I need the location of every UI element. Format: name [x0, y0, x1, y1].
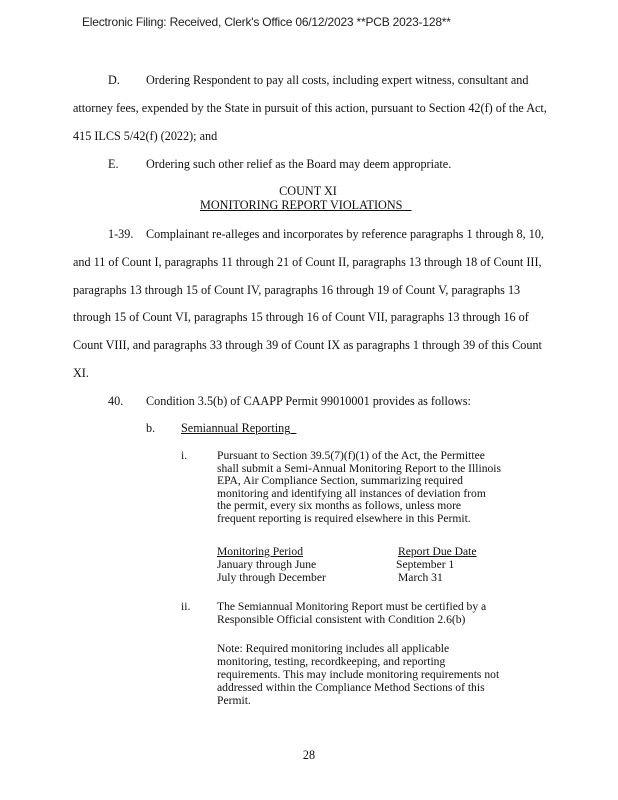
page-number: 28: [302, 748, 316, 762]
prayer-letter-e: E.: [108, 157, 119, 171]
count-title: MONITORING REPORT VIOLATIONS: [200, 198, 403, 212]
item-i-line-6: frequent reporting is required elsewhere in this Permit.: [217, 511, 471, 525]
note-line-4: addressed within the Compliance Method Sections of this: [217, 681, 485, 694]
prayer-d-line-3: 415 ILCS 5/42(f) (2022); and: [73, 129, 218, 143]
table-cell-due-1: September 1: [396, 558, 455, 571]
filing-stamp: Electronic Filing: Received, Clerk's Office 06/12/2023 **PCB 2023-128**: [82, 15, 451, 29]
prayer-d-line-2: attorney fees, expended by the State in pursuit of this action, pursuant to Section 42(f) of the Act,: [73, 101, 547, 115]
item-i-line-5: the permit, every six months as follows, unless more: [217, 499, 462, 512]
item-i-line-2: shall submit a Semi-Annual Monitoring Report to the Illinois: [217, 461, 502, 475]
item-i-line-1: Pursuant to Section 39.5(7)(f)(1) of the Act, the Permittee: [217, 449, 485, 462]
para-1-39-line-6: XI.: [73, 366, 89, 380]
prayer-e-line-1: Ordering such other relief as the Board may deem appropriate.: [146, 157, 452, 171]
table-cell-period-1: January through June: [217, 558, 317, 571]
para-40-number: 40.: [108, 394, 124, 408]
item-ii-line-1: The Semiannual Monitoring Report must be certified by a: [217, 600, 487, 613]
prayer-d-line-1: Ordering Respondent to pay all costs, including expert witness, consultant and: [146, 73, 529, 87]
table-header-due-date: Report Due Date: [398, 545, 477, 558]
item-ii-line-2: Responsible Official consistent with Condition 2.6(b): [217, 613, 466, 626]
subsection-b-letter: b.: [146, 421, 156, 435]
item-ii-numeral: ii.: [181, 600, 191, 613]
para-1-39-number: 1-39.: [108, 227, 134, 241]
table-cell-due-2: March 31: [398, 571, 443, 584]
prayer-letter-d: D.: [108, 73, 120, 87]
item-i-line-4: monitoring and identifying all instances of deviation from: [217, 486, 486, 500]
table-header-period: Monitoring Period: [217, 545, 303, 558]
note-line-3: requirements. This may include monitoring requirements not: [217, 668, 500, 681]
note-line-2: monitoring, testing, recordkeeping, and reporting: [217, 655, 446, 668]
table-cell-period-2: July through December: [217, 571, 326, 584]
count-number: COUNT XI: [279, 184, 337, 198]
para-40-text: Condition 3.5(b) of CAAPP Permit 99010001 provides as follows:: [146, 394, 471, 408]
para-1-39-line-1: Complainant re-alleges and incorporates by reference paragraphs 1 through 8, 10,: [146, 227, 544, 241]
note-line-5: Permit.: [217, 694, 251, 707]
para-1-39-line-5: Count VIII, and paragraphs 33 through 39 of Count IX as paragraphs 1 through 39 of this Count: [73, 338, 542, 352]
para-1-39-line-3: paragraphs 13 through 15 of Count IV, paragraphs 16 through 19 of Count V, paragraphs 13: [73, 283, 521, 297]
item-i-line-3: EPA, Air Compliance Section, summarizing required: [217, 474, 463, 487]
para-1-39-line-2: and 11 of Count I, paragraphs 11 through 21 of Count II, paragraphs 13 through 18 of Count III,: [73, 255, 542, 269]
subsection-b-heading: Semiannual Reporting: [181, 421, 291, 435]
item-i-numeral: i.: [181, 449, 188, 462]
note-line-1: Note: Required monitoring includes all applicable: [217, 642, 450, 655]
para-1-39-line-4: through 15 of Count VI, paragraphs 15 through 16 of Count VII, paragraphs 13 through 16 of: [73, 310, 529, 324]
